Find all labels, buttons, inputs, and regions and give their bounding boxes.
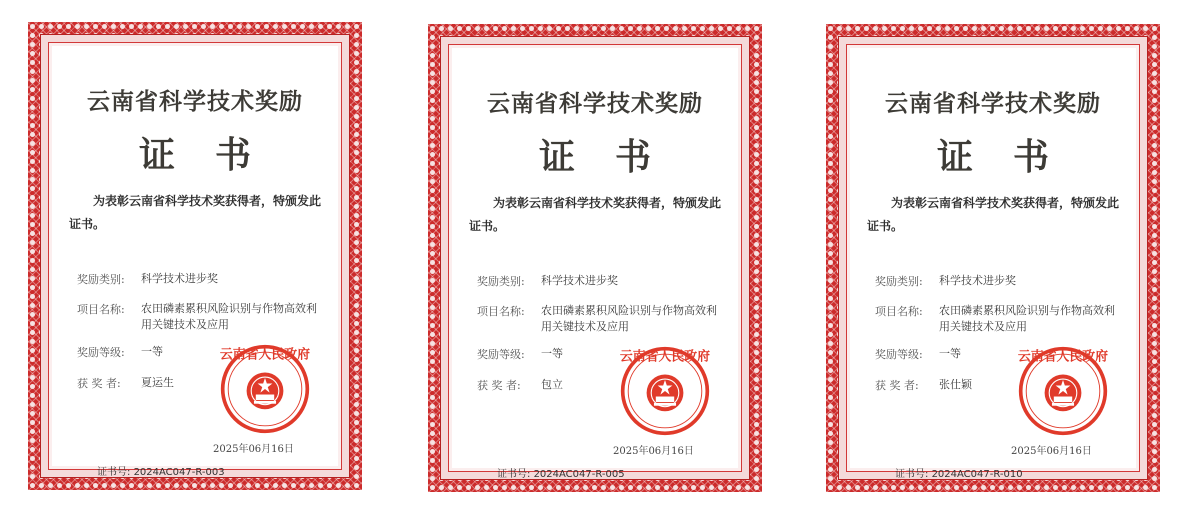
- certificate-number-value: 2024AC047-R-003: [133, 467, 225, 478]
- level-label: 奖励等级:: [477, 348, 525, 361]
- level-label: 奖励等级:: [875, 348, 923, 361]
- award-category-value: 科学技术进步奖: [939, 274, 1016, 287]
- svg-text:云南省人民政府: 云南省人民政府: [219, 347, 311, 363]
- certificate-number: [497, 465, 625, 480]
- winner-label: 获 奖 者:: [477, 379, 521, 392]
- award-category-row: [77, 271, 321, 287]
- svg-text:云南省人民政府: 云南省人民政府: [1017, 349, 1109, 365]
- project-label: 项目名称:: [875, 305, 923, 318]
- project-value: 农田磷素累积风险识别与作物高效利用关键技术及应用: [939, 304, 1115, 333]
- certificate-2: [428, 24, 762, 492]
- project-row: [77, 301, 321, 333]
- government-seal-icon: [219, 343, 311, 435]
- certificate-body: [448, 44, 742, 480]
- project-row: [875, 303, 1119, 335]
- winner-value: 张仕颖: [939, 378, 972, 391]
- certificate-intro: 为表彰云南省科学技术奖获得者，特颁发此证书。: [867, 196, 1120, 233]
- project-value: 农田磷素累积风险识别与作物高效利用关键技术及应用: [141, 302, 317, 331]
- certificate-title: 云南省科学技术奖励: [87, 89, 303, 115]
- winner-value: 夏运生: [141, 376, 174, 389]
- level-value: 一等: [141, 345, 163, 358]
- certificate-subtitle: 证书: [138, 135, 291, 176]
- project-label: 项目名称:: [77, 303, 125, 316]
- winner-label: 获 奖 者:: [875, 379, 919, 392]
- level-value: 一等: [541, 347, 563, 360]
- certificate-number-value: 2024AC047-R-005: [533, 469, 625, 480]
- certificate-body: [48, 42, 342, 478]
- certificate-number: [97, 463, 225, 478]
- government-seal-icon: [619, 345, 711, 437]
- certificate-title: 云南省科学技术奖励: [885, 91, 1101, 117]
- government-seal-icon: [1017, 345, 1109, 437]
- winner-label: 获 奖 者:: [77, 377, 121, 390]
- certificate-subtitle: 证书: [936, 137, 1089, 178]
- certificate-body: [846, 44, 1140, 480]
- certificate-title: 云南省科学技术奖励: [487, 91, 703, 117]
- issue-date: 2025年06月16日: [1011, 446, 1092, 457]
- certificate-intro: 为表彰云南省科学技术奖获得者，特颁发此证书。: [469, 196, 722, 233]
- certificate-1: [28, 22, 362, 490]
- award-category-row: [477, 273, 721, 289]
- issue-date: 2025年06月16日: [613, 446, 694, 457]
- certificate-number-label: 证书号:: [497, 469, 531, 480]
- award-category-label: 奖励类别:: [875, 275, 923, 288]
- winner-value: 包立: [541, 378, 563, 391]
- svg-text:云南省人民政府: 云南省人民政府: [619, 349, 711, 365]
- project-value: 农田磷素累积风险识别与作物高效利用关键技术及应用: [541, 304, 717, 333]
- certificate-number-value: 2024AC047-R-010: [931, 469, 1023, 480]
- project-label: 项目名称:: [477, 305, 525, 318]
- level-value: 一等: [939, 347, 961, 360]
- award-category-value: 科学技术进步奖: [141, 272, 218, 285]
- award-category-value: 科学技术进步奖: [541, 274, 618, 287]
- certificate-number-label: 证书号:: [97, 467, 131, 478]
- issue-date: 2025年06月16日: [213, 444, 294, 455]
- award-category-label: 奖励类别:: [477, 275, 525, 288]
- certificate-3: [826, 24, 1160, 492]
- award-category-label: 奖励类别:: [77, 273, 125, 286]
- certificate-intro: 为表彰云南省科学技术奖获得者，特颁发此证书。: [69, 194, 322, 231]
- certificate-number-label: 证书号:: [895, 469, 929, 480]
- award-category-row: [875, 273, 1119, 289]
- certificate-subtitle: 证书: [538, 137, 691, 178]
- level-label: 奖励等级:: [77, 346, 125, 359]
- certificate-number: [895, 465, 1023, 480]
- project-row: [477, 303, 721, 335]
